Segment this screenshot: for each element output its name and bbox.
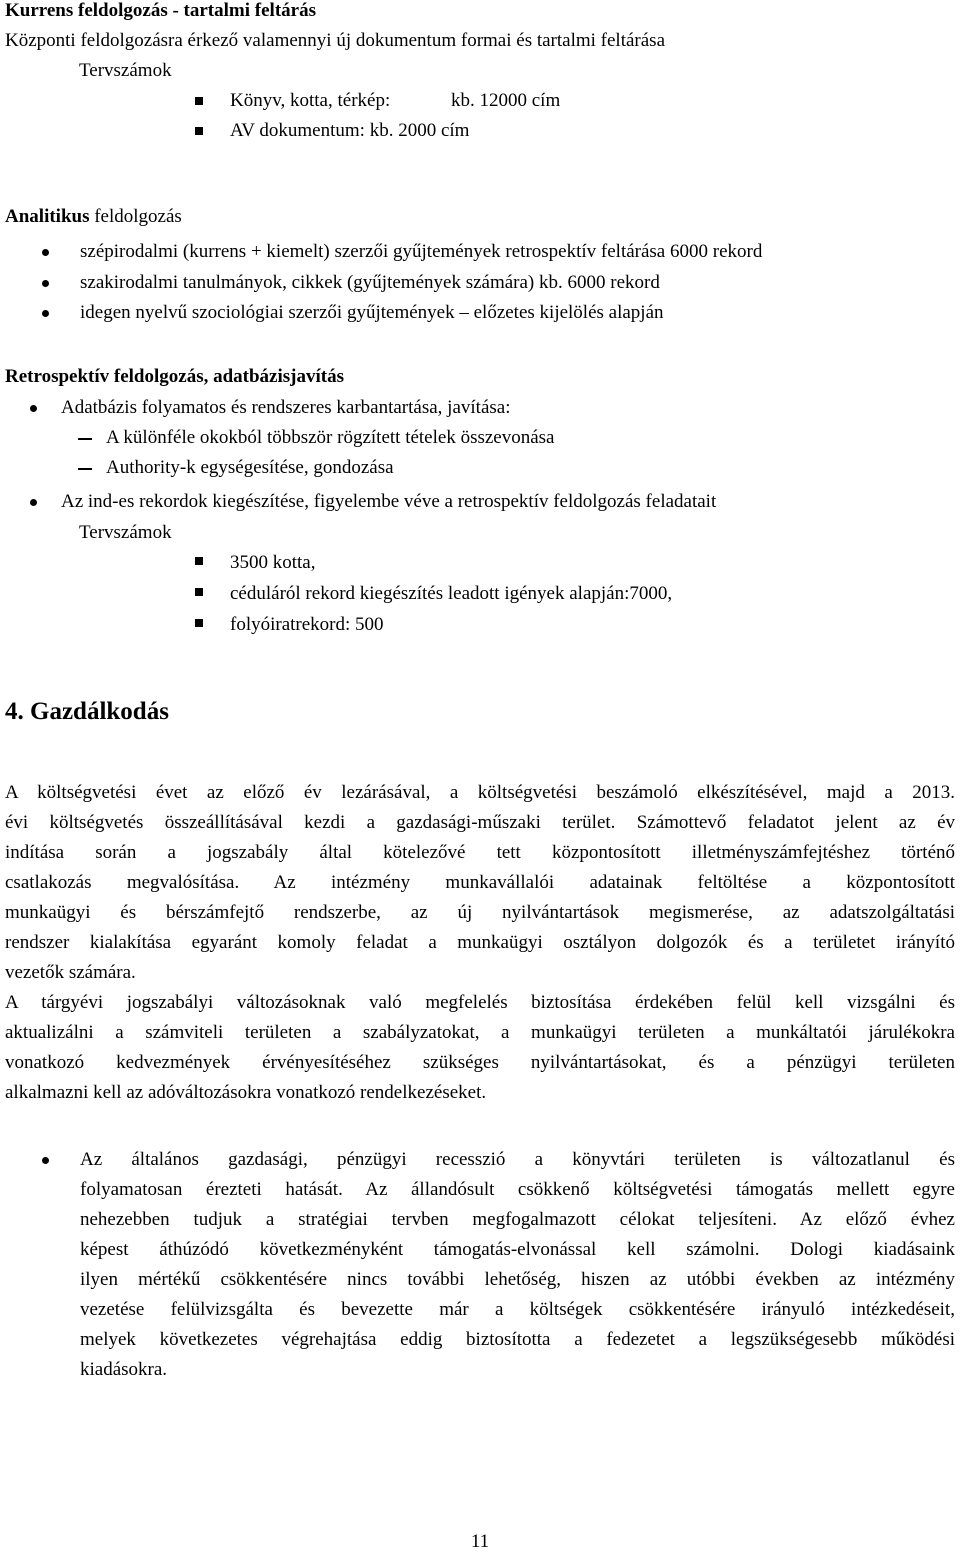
paragraph-line: aktualizálni a számviteli területen a szabályzatokat, a munkaügyi területen a munkáltatói járulékokra: [5, 1022, 955, 1043]
target-value: kb. 12000 cím: [451, 90, 561, 111]
list-item: idegen nyelvű szociológiai szerzői gyűjtemények – előzetes kijelölés alapján: [80, 302, 664, 323]
paragraph-1: [5, 778, 955, 988]
paragraph-line: A költségvetési évet az előző év lezárásával, a költségvetési beszámoló elkészítésével, majd a 2013.: [5, 782, 955, 803]
paragraph-line: képest áthúzódó következményként támogatás-elvonással kell számolni. Dologi kiadásaink: [80, 1239, 955, 1260]
section-title-bold: Analitikus: [5, 206, 90, 227]
square-bullet-icon: [195, 127, 203, 135]
paragraph-line: vezetése felülvizsgálta és bevezette már a költségek csökkentésére irányuló intézkedéseit,: [80, 1299, 955, 1320]
paragraph-line: vonatkozó kedvezmények érvényesítéséhez szükséges nyilvántartásokat, és a pénzügyi területen: [5, 1052, 955, 1073]
paragraph-line: alkalmazni kell az adóváltozásokra vonatkozó rendelkezéseket.: [5, 1082, 487, 1103]
square-bullet-icon: [195, 588, 203, 596]
round-bullet-icon: [42, 1157, 49, 1164]
section-title-retrospektiv: Retrospektív feldolgozás, adatbázisjavítás: [5, 366, 344, 387]
bullet-paragraph: [80, 1145, 955, 1385]
round-bullet-icon: [42, 249, 49, 256]
tervszamok-label: Tervszámok: [79, 60, 172, 81]
square-bullet-icon: [195, 557, 203, 565]
section-title-analitikus: [5, 202, 182, 232]
paragraph-line: munkaügyi és bérszámfejtő rendszerbe, az új nyilvántartások megismerése, az adatszolgáltatási: [5, 902, 955, 923]
dash-bullet-icon: [78, 438, 92, 440]
sub-list-item: A különféle okokból többször rögzített tételek összevonása: [106, 427, 555, 448]
round-bullet-icon: [30, 499, 37, 506]
chapter-heading: 4. Gazdálkodás: [5, 698, 169, 725]
paragraph-line: rendszer kialakítása egyaránt komoly feladat a munkaügyi osztályon dolgozók és a területet irányító: [5, 932, 955, 953]
list-item: szakirodalmi tanulmányok, cikkek (gyűjtemények számára) kb. 6000 rekord: [80, 272, 660, 293]
target-label: Könyv, kotta, térkép:: [230, 90, 391, 111]
round-bullet-icon: [42, 280, 49, 287]
target-label: AV dokumentum: kb. 2000 cím: [230, 120, 470, 141]
square-bullet-icon: [195, 619, 203, 627]
paragraph-2: [5, 988, 955, 1108]
section-title-kurrens: Kurrens feldolgozás - tartalmi feltárás: [5, 0, 316, 21]
paragraph-line: A tárgyévi jogszabályi változásoknak való megfelelés biztosítása érdekében felül kell vizsgálni és: [5, 992, 955, 1013]
square-bullet-icon: [195, 97, 203, 105]
paragraph-line: vezetők számára.: [5, 962, 136, 983]
section-title-rest: feldolgozás: [89, 206, 182, 227]
target-item: folyóiratrekord: 500: [230, 614, 384, 635]
round-bullet-icon: [42, 310, 49, 317]
target-item: céduláról rekord kiegészítés leadott igények alapján:7000,: [230, 583, 673, 604]
paragraph-line: évi költségvetés összeállításával kezdi a gazdasági-műszaki terület. Számottevő feladatot jelent az év: [5, 812, 955, 833]
list-item: Az ind-es rekordok kiegészítése, figyelembe véve a retrospektív feldolgozás feladatait: [61, 491, 717, 512]
paragraph-line: melyek következetes végrehajtása eddig biztosította a fedezetet a legszükségesebb működési: [80, 1329, 955, 1350]
page-number: 11: [470, 1531, 490, 1552]
list-item: Adatbázis folyamatos és rendszeres karbantartása, javítása:: [61, 397, 511, 418]
target-item: 3500 kotta,: [230, 552, 316, 573]
paragraph-line: ilyen mértékű csökkentésére nincs további lehetőség, hiszen az utóbbi években az intézmény: [80, 1269, 955, 1290]
paragraph-line: Az általános gazdasági, pénzügyi recesszió a könyvtári területen is változatlanul és: [80, 1149, 955, 1170]
intro-text: Központi feldolgozásra érkező valamennyi új dokumentum formai és tartalmi feltárása: [5, 30, 666, 51]
paragraph-line: nehezebben tudjuk a stratégiai tervben megfogalmazott célokat teljesíteni. Az előző évhez: [80, 1209, 955, 1230]
list-item: szépirodalmi (kurrens + kiemelt) szerzői gyűjtemények retrospektív feltárása 6000 rekord: [80, 241, 763, 262]
sub-list-item: Authority-k egységesítése, gondozása: [106, 457, 394, 478]
paragraph-line: folyamatosan érezteti hatását. Az állandósult csökkenő költségvetési támogatás mellett egyre: [80, 1179, 955, 1200]
tervszamok-label: Tervszámok: [79, 522, 172, 543]
paragraph-line: csatlakozás megvalósítása. Az intézmény munkavállalói adatainak feltöltése a központosított: [5, 872, 955, 893]
dash-bullet-icon: [78, 468, 92, 470]
paragraph-line: indítása során a jogszabály által kötelezővé tett központosított illetményszámfejtéshez történő: [5, 842, 955, 863]
round-bullet-icon: [30, 405, 37, 412]
paragraph-line: kiadásokra.: [80, 1359, 168, 1380]
